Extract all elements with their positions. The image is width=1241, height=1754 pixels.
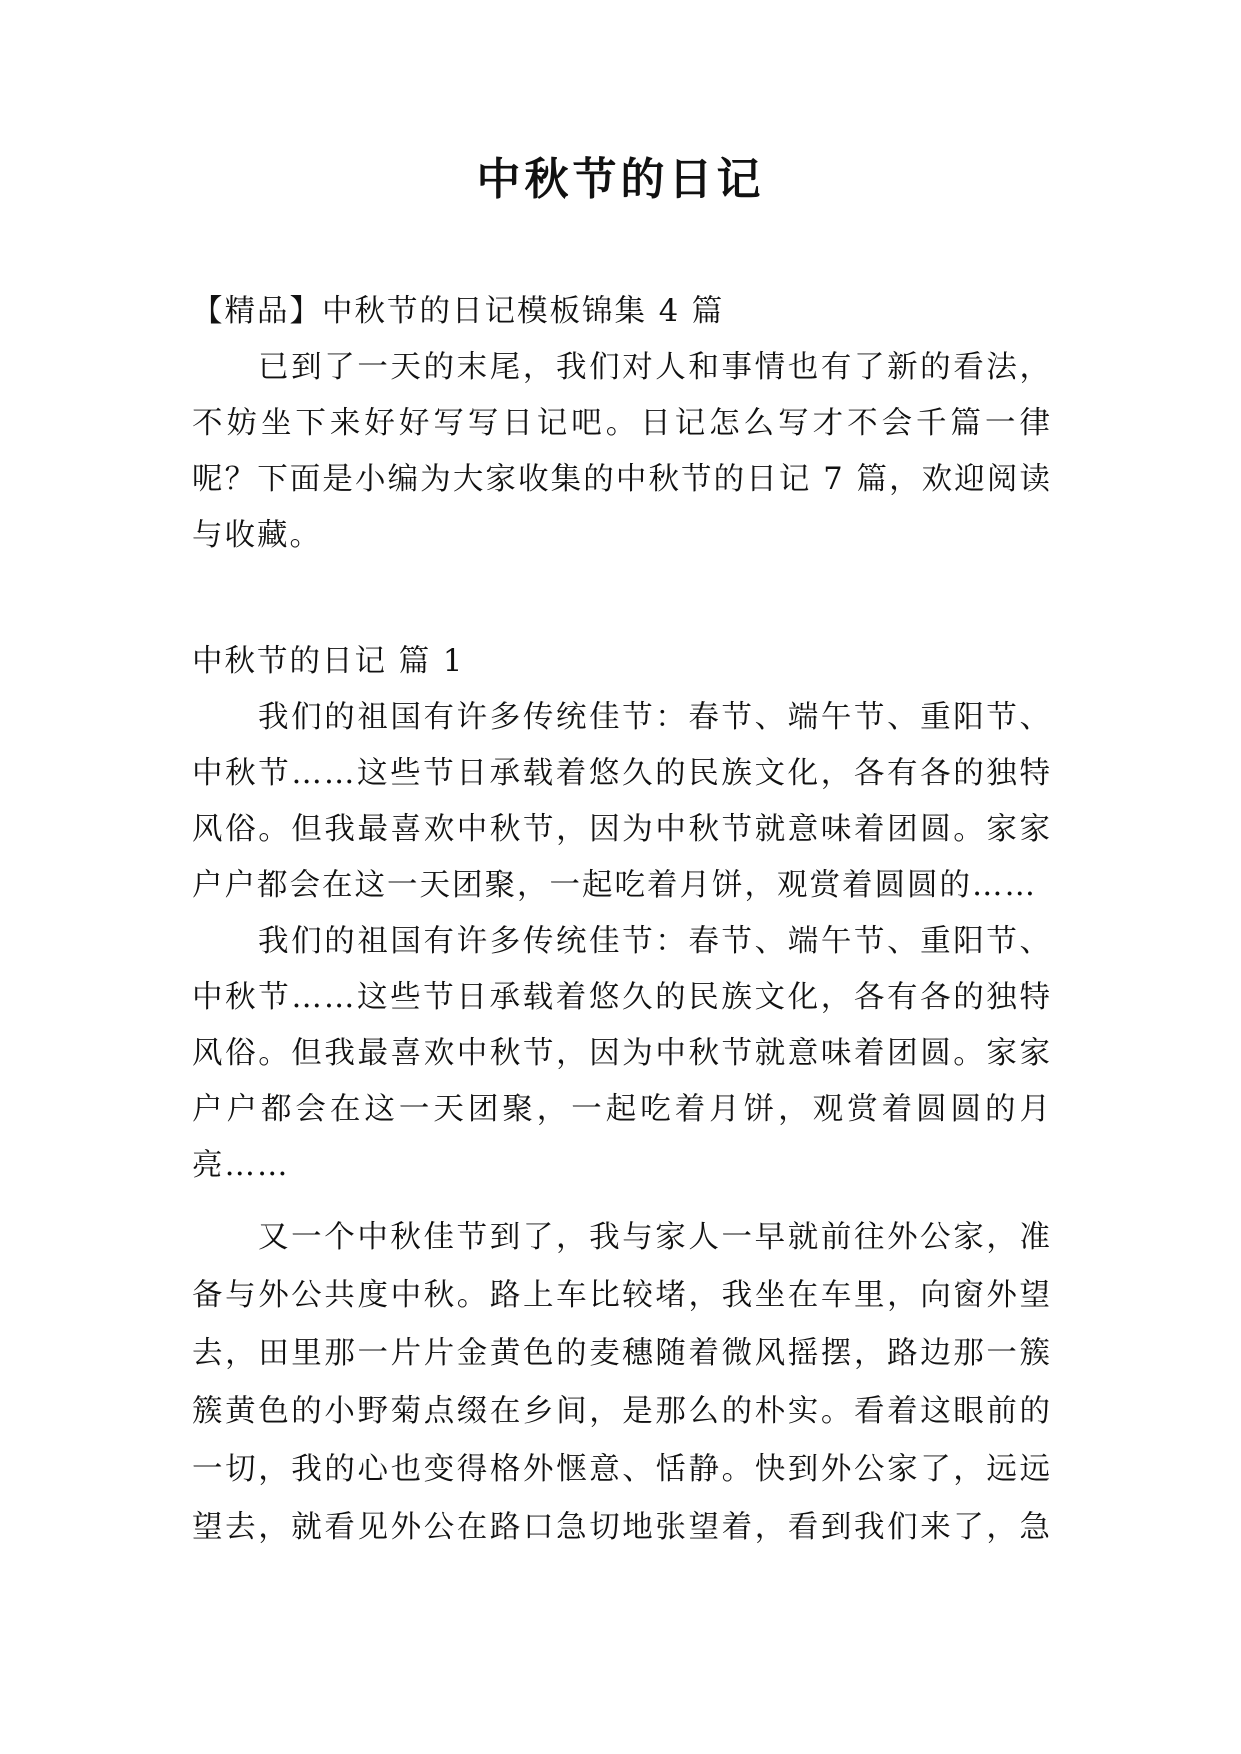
document-subtitle: 【精品】中秋节的日记模板锦集 4 篇 <box>192 294 725 329</box>
para3-line-3: 去，田里那一片片金黄色的麦穗随着微风摇摆，路边那一簇 <box>192 1336 1052 1371</box>
para1-line-3: 风俗。但我最喜欢中秋节，因为中秋节就意味着团圆。家家 <box>192 812 1052 847</box>
para1-line-2: 中秋节……这些节日承载着悠久的民族文化，各有各的独特 <box>192 756 1052 791</box>
para3-line-1: 又一个中秋佳节到了，我与家人一早就前往外公家，准 <box>258 1220 1052 1255</box>
intro-line-4: 与收藏。 <box>192 518 322 553</box>
intro-line-3: 呢？下面是小编为大家收集的中秋节的日记 7 篇，欢迎阅读 <box>192 462 1052 497</box>
para2-line-2: 中秋节……这些节日承载着悠久的民族文化，各有各的独特 <box>192 980 1052 1015</box>
para1-line-4: 户户都会在这一天团聚，一起吃着月饼，观赏着圆圆的…… <box>192 868 1037 903</box>
para3-line-6: 望去，就看见外公在路口急切地张望着，看到我们来了，急 <box>192 1510 1052 1545</box>
para3-line-2: 备与外公共度中秋。路上车比较堵，我坐在车里，向窗外望 <box>192 1278 1052 1313</box>
para2-line-3: 风俗。但我最喜欢中秋节，因为中秋节就意味着团圆。家家 <box>192 1036 1052 1071</box>
para2-line-4: 户户都会在这一天团聚，一起吃着月饼，观赏着圆圆的月 <box>192 1092 1052 1127</box>
document-title: 中秋节的日记 <box>476 154 765 205</box>
para1-line-1: 我们的祖国有许多传统佳节：春节、端午节、重阳节、 <box>258 700 1052 735</box>
intro-line-1: 已到了一天的末尾，我们对人和事情也有了新的看法， <box>258 350 1052 385</box>
para3-line-5: 一切，我的心也变得格外惬意、恬静。快到外公家了，远远 <box>192 1452 1052 1487</box>
para3-line-4: 簇黄色的小野菊点缀在乡间，是那么的朴实。看着这眼前的 <box>192 1394 1052 1429</box>
para2-line-1: 我们的祖国有许多传统佳节：春节、端午节、重阳节、 <box>258 924 1052 959</box>
para2-line-5: 亮…… <box>192 1148 290 1183</box>
section-heading-1: 中秋节的日记 篇 1 <box>192 644 465 679</box>
intro-line-2: 不妨坐下来好好写写日记吧。日记怎么写才不会千篇一律 <box>192 406 1052 441</box>
